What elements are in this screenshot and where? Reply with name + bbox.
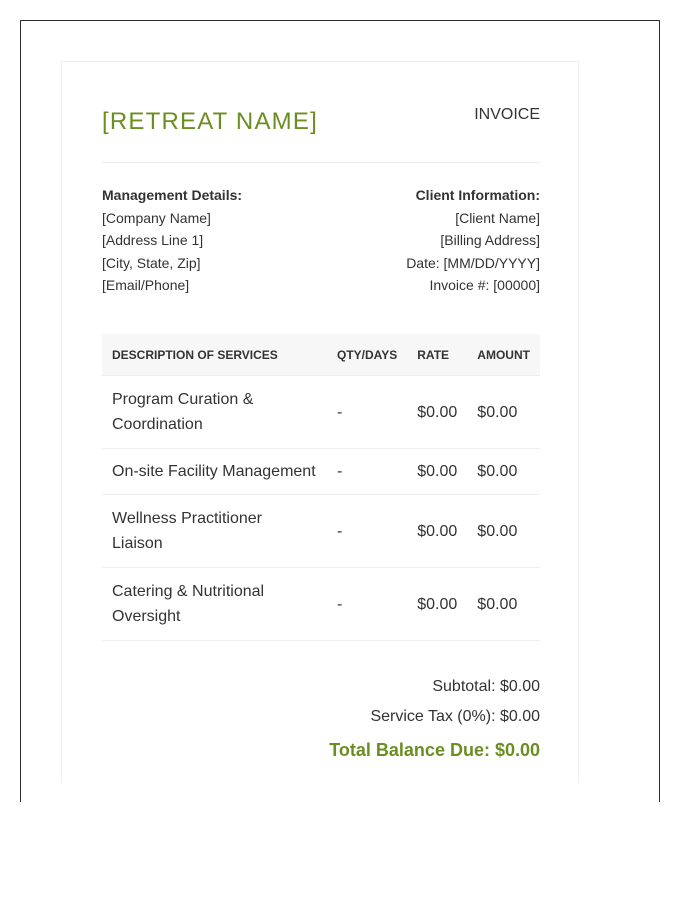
- invoice-label: INVOICE: [474, 106, 540, 123]
- table-row: [102, 449, 540, 495]
- management-details: [102, 184, 242, 297]
- address-line: [Address Line 1]: [102, 232, 204, 248]
- column-header-qty: QTY/DAYS: [327, 334, 407, 376]
- service-tax: Service Tax (0%): $0.00: [370, 708, 540, 725]
- retreat-name: [RETREAT NAME]: [102, 108, 318, 135]
- client-name: [Client Name]: [455, 209, 540, 226]
- service-amount: $0.00: [467, 449, 540, 495]
- details-section: [102, 184, 540, 314]
- service-qty: -: [327, 568, 407, 641]
- totals-section: [102, 676, 540, 764]
- client-information: [406, 184, 540, 297]
- column-header-amount: AMOUNT: [467, 334, 540, 376]
- invoice-number: Invoice #: [00000]: [429, 277, 540, 293]
- service-amount: $0.00: [467, 376, 540, 449]
- service-qty: -: [327, 376, 407, 449]
- city-state-zip: [City, State, Zip]: [102, 254, 201, 271]
- table-row: [102, 568, 540, 641]
- invoice-date: Date: [MM/DD/YYYY]: [406, 254, 540, 271]
- service-qty: -: [327, 449, 407, 495]
- total-balance-due: Total Balance Due: $0.00: [329, 740, 540, 760]
- client-heading: Client Information:: [415, 187, 540, 203]
- service-rate: $0.00: [407, 568, 467, 641]
- service-description: Program Curation & Coordination: [102, 376, 327, 449]
- service-rate: $0.00: [407, 449, 467, 495]
- service-amount: $0.00: [467, 495, 540, 568]
- service-qty: -: [327, 495, 407, 568]
- service-rate: $0.00: [407, 495, 467, 568]
- service-description: On-site Facility Management: [102, 449, 327, 495]
- column-header-description: DESCRIPTION OF SERVICES: [102, 334, 327, 376]
- billing-address: [Billing Address]: [440, 232, 540, 248]
- invoice-header: [102, 104, 540, 163]
- service-description: Catering & Nutritional Oversight: [102, 568, 327, 641]
- company-name: [Company Name]: [102, 209, 211, 226]
- service-rate: $0.00: [407, 376, 467, 449]
- table-header-row: [102, 334, 540, 376]
- service-description: Wellness Practitioner Liaison: [102, 495, 327, 568]
- service-amount: $0.00: [467, 568, 540, 641]
- management-heading: Management Details:: [102, 187, 243, 203]
- email-phone: [Email/Phone]: [102, 277, 190, 293]
- services-table-wrap: [102, 334, 540, 641]
- column-header-rate: RATE: [407, 334, 467, 376]
- subtotal: Subtotal: $0.00: [432, 678, 540, 695]
- table-row: [102, 495, 540, 568]
- services-table: [102, 334, 540, 641]
- table-row: [102, 376, 540, 449]
- invoice-card: [61, 61, 579, 783]
